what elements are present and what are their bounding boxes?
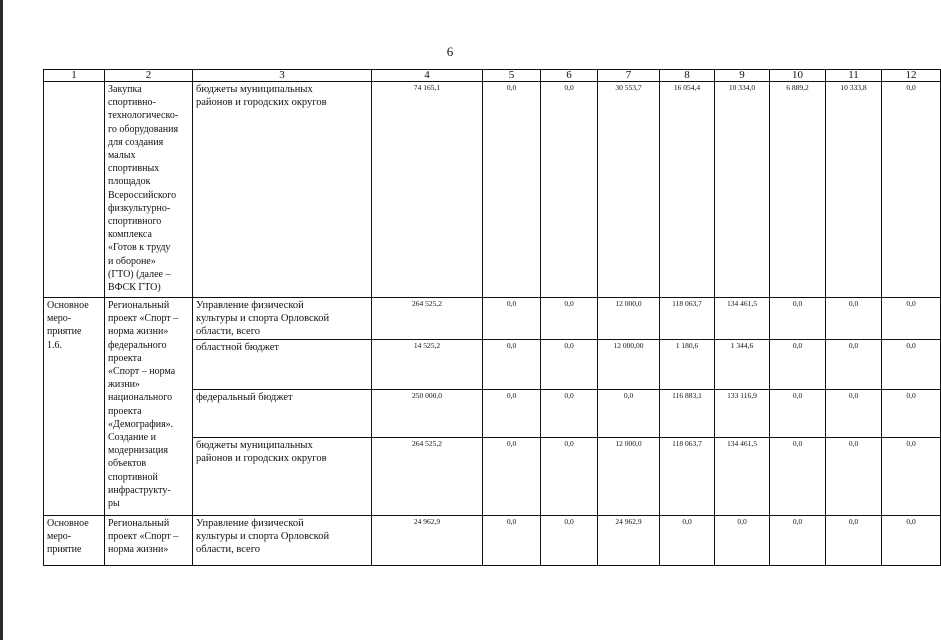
activity-name: Региональный проект «Спорт – норма жизни» bbox=[108, 518, 179, 556]
activity-name-cell bbox=[105, 82, 193, 298]
value-cell: 0,0 bbox=[541, 340, 598, 390]
value-cell: 0,0 bbox=[826, 438, 882, 516]
value-cell: 74 165,1 bbox=[372, 82, 483, 298]
funding-source-cell bbox=[193, 516, 372, 566]
value-cell: 12 000,00 bbox=[598, 340, 660, 390]
value-cell: 0,0 bbox=[770, 298, 826, 340]
col-header: 6 bbox=[541, 70, 598, 82]
value-cell: 0,0 bbox=[882, 516, 941, 566]
funding-source-cell bbox=[193, 438, 372, 516]
funding-source-cell bbox=[193, 298, 372, 340]
col-header: 2 bbox=[105, 70, 193, 82]
value-cell: 0,0 bbox=[770, 390, 826, 438]
value-cell: 0,0 bbox=[598, 390, 660, 438]
activity-number: Основное меро- приятие 1.6. bbox=[47, 300, 89, 351]
value-cell: 0,0 bbox=[483, 340, 541, 390]
value-cell: 250 000,0 bbox=[372, 390, 483, 438]
value-cell: 6 889,2 bbox=[770, 82, 826, 298]
funding-source: бюджеты муниципальных районов и городских округов bbox=[196, 84, 327, 108]
value-cell: 0,0 bbox=[826, 516, 882, 566]
value-cell: 134 461,5 bbox=[715, 438, 770, 516]
col-header: 11 bbox=[826, 70, 882, 82]
value-cell: 116 883,1 bbox=[660, 390, 715, 438]
funding-source-cell bbox=[193, 340, 372, 390]
value-cell: 12 000,0 bbox=[598, 298, 660, 340]
activity-number-cell bbox=[44, 298, 105, 516]
funding-source-cell bbox=[193, 390, 372, 438]
value-cell: 0,0 bbox=[541, 516, 598, 566]
activity-number-cell bbox=[44, 516, 105, 566]
col-header: 1 bbox=[44, 70, 105, 82]
value-cell: 0,0 bbox=[882, 390, 941, 438]
value-cell: 0,0 bbox=[882, 340, 941, 390]
value-cell: 10 334,0 bbox=[715, 82, 770, 298]
activity-number-cell bbox=[44, 82, 105, 298]
value-cell: 0,0 bbox=[826, 298, 882, 340]
value-cell: 0,0 bbox=[483, 298, 541, 340]
activity-name: Региональный проект «Спорт – норма жизни» федерального проекта «Спорт – норма жизни» национального проекта «Демография». Создание и модернизация объектов спортивной инфраструкту- ры bbox=[108, 300, 179, 510]
value-cell: 0,0 bbox=[882, 82, 941, 298]
value-cell: 0,0 bbox=[483, 516, 541, 566]
value-cell: 24 962,9 bbox=[598, 516, 660, 566]
page-number: 6 bbox=[446, 44, 454, 59]
value-cell: 133 116,9 bbox=[715, 390, 770, 438]
col-header: 5 bbox=[483, 70, 541, 82]
funding-source: федеральный бюджет bbox=[196, 392, 293, 403]
table-row bbox=[44, 82, 941, 298]
value-cell: 0,0 bbox=[770, 438, 826, 516]
value-cell: 0,0 bbox=[660, 516, 715, 566]
value-cell: 12 000,0 bbox=[598, 438, 660, 516]
table-row bbox=[44, 516, 941, 566]
activity-name-cell bbox=[105, 516, 193, 566]
value-cell: 0,0 bbox=[541, 390, 598, 438]
col-header: 8 bbox=[660, 70, 715, 82]
value-cell: 0,0 bbox=[770, 340, 826, 390]
value-cell: 264 525,2 bbox=[372, 438, 483, 516]
activity-name-cell bbox=[105, 298, 193, 516]
table-row bbox=[44, 298, 941, 340]
value-cell: 264 525,2 bbox=[372, 298, 483, 340]
scan-edge bbox=[0, 0, 3, 640]
funding-source: бюджеты муниципальных районов и городских округов bbox=[196, 440, 327, 464]
value-cell: 0,0 bbox=[483, 438, 541, 516]
value-cell: 134 461,5 bbox=[715, 298, 770, 340]
activity-name: Закупка спортивно- технологическо- го оборудования для создания малых спортивных площадок Всероссийского физкультурно- спортивного комплекса «Готов к труду и обороне» (ГТО) (далее – ВФСК ГТО) bbox=[108, 84, 179, 294]
value-cell: 14 525,2 bbox=[372, 340, 483, 390]
value-cell: 30 553,7 bbox=[598, 82, 660, 298]
value-cell: 0,0 bbox=[882, 438, 941, 516]
col-header: 9 bbox=[715, 70, 770, 82]
value-cell: 1 180,6 bbox=[660, 340, 715, 390]
value-cell: 118 063,7 bbox=[660, 438, 715, 516]
value-cell: 1 344,6 bbox=[715, 340, 770, 390]
budget-table bbox=[43, 69, 941, 566]
value-cell: 118 063,7 bbox=[660, 298, 715, 340]
value-cell: 0,0 bbox=[541, 438, 598, 516]
value-cell: 0,0 bbox=[541, 82, 598, 298]
header-row bbox=[44, 70, 941, 82]
value-cell: 0,0 bbox=[715, 516, 770, 566]
value-cell: 24 962,9 bbox=[372, 516, 483, 566]
funding-source: Управление физической культуры и спорта Орловской области, всего bbox=[196, 518, 330, 555]
col-header: 10 bbox=[770, 70, 826, 82]
value-cell: 0,0 bbox=[826, 390, 882, 438]
value-cell: 0,0 bbox=[541, 298, 598, 340]
value-cell: 0,0 bbox=[483, 82, 541, 298]
col-header: 3 bbox=[193, 70, 372, 82]
funding-source: областной бюджет bbox=[196, 342, 279, 353]
col-header: 7 bbox=[598, 70, 660, 82]
value-cell: 10 333,8 bbox=[826, 82, 882, 298]
funding-source: Управление физической культуры и спорта Орловской области, всего bbox=[196, 300, 330, 337]
value-cell: 0,0 bbox=[826, 340, 882, 390]
activity-number: Основное меро- приятие bbox=[47, 518, 89, 556]
value-cell: 0,0 bbox=[882, 298, 941, 340]
col-header: 4 bbox=[372, 70, 483, 82]
value-cell: 16 054,4 bbox=[660, 82, 715, 298]
value-cell: 0,0 bbox=[483, 390, 541, 438]
funding-source-cell bbox=[193, 82, 372, 298]
value-cell: 0,0 bbox=[770, 516, 826, 566]
col-header: 12 bbox=[882, 70, 941, 82]
